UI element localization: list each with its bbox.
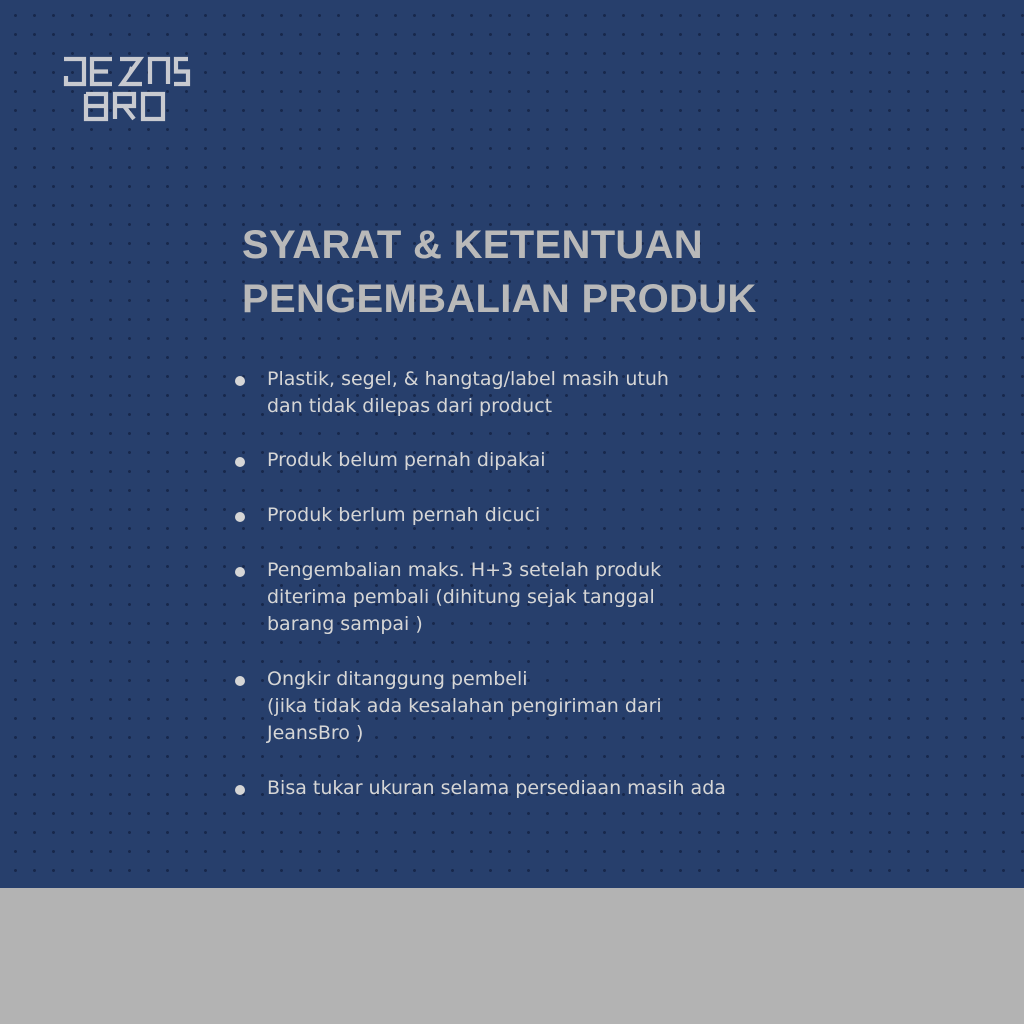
- jeansbro-logo: [62, 56, 192, 126]
- list-item: [230, 557, 830, 638]
- term-text: Produk berlum pernah dicuci: [267, 504, 541, 526]
- title-line-1: SYARAT & KETENTUAN: [242, 223, 703, 267]
- bullet-icon: [235, 457, 245, 467]
- bullet-icon: [235, 567, 245, 577]
- term-text: Ongkir ditanggung pembeli (jika tidak ada kesalahan pengiriman dari JeansBro ): [267, 668, 662, 744]
- list-item: [230, 775, 830, 802]
- list-item: [230, 666, 830, 747]
- page-title: [242, 218, 757, 326]
- bullet-icon: [235, 512, 245, 522]
- term-text: Produk belum pernah dipakai: [267, 449, 546, 471]
- title-line-2: PENGEMBALIAN PRODUK: [242, 277, 757, 321]
- bullet-icon: [235, 785, 245, 795]
- list-item: [230, 447, 830, 474]
- bullet-icon: [235, 676, 245, 686]
- term-text: Bisa tukar ukuran selama persediaan masih ada: [267, 777, 726, 799]
- term-text: Plastik, segel, & hangtag/label masih utuh dan tidak dilepas dari product: [267, 368, 669, 417]
- list-item: [230, 366, 830, 420]
- bullet-icon: [235, 376, 245, 386]
- list-item: [230, 502, 830, 529]
- term-text: Pengembalian maks. H+3 setelah produk diterima pembali (dihitung sejak tanggal barang sampai ): [267, 559, 662, 635]
